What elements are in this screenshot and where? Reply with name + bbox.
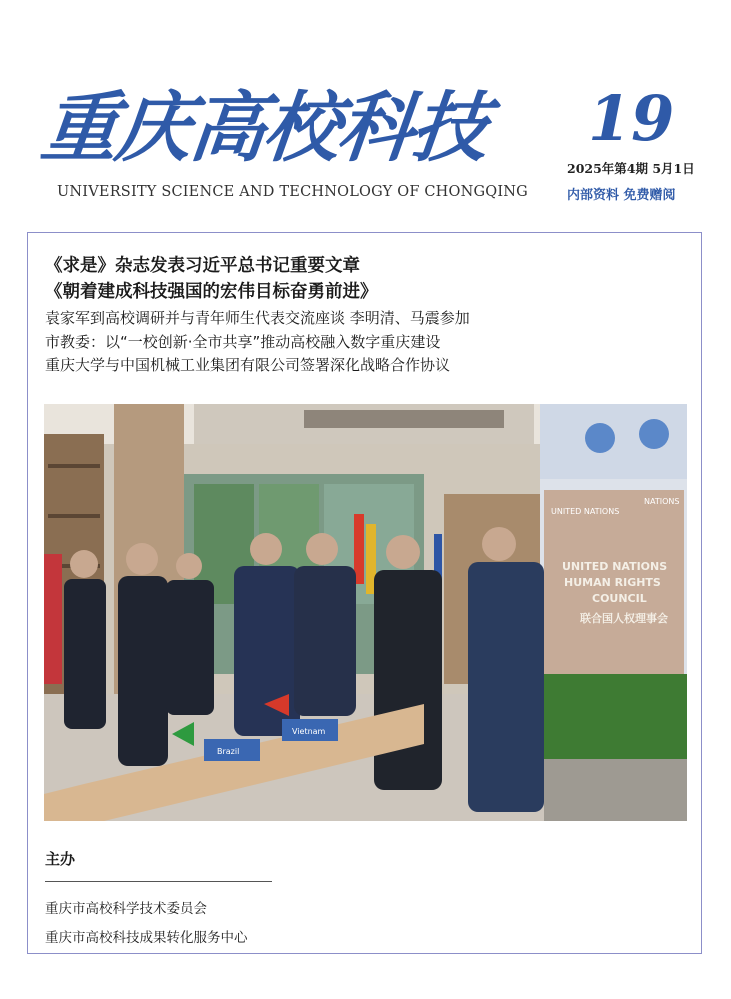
plaque-text: UNITED NATIONS: [551, 507, 620, 516]
headline-minor[interactable]: 重庆大学与中国机械工业集团有限公司签署深化战略合作协议: [45, 356, 451, 374]
headline-minor[interactable]: 市教委：以“一校创新·全市共享”推动高校融入数字重庆建设: [45, 332, 441, 351]
sponsor-heading: 主办: [45, 850, 76, 868]
issue-note: 内部资料 免费赠阅: [567, 188, 676, 203]
sponsor-divider: [45, 881, 272, 882]
headline-major[interactable]: 《求是》杂志发表习近平总书记重要文章: [45, 256, 360, 276]
masthead-title: 重庆高校科技: [37, 83, 491, 172]
issue-date: 2025年第4期 5月1日: [567, 161, 695, 176]
headline-major[interactable]: 《朝着建成科技强国的宏伟目标奋勇前进》: [45, 282, 378, 302]
masthead-subtitle: UNIVERSITY SCIENCE AND TECHNOLOGY OF CHONGQING: [57, 184, 528, 200]
banner-line: 联合国人权理事会: [580, 612, 668, 625]
plaque-text-right: NATIONS: [644, 497, 680, 506]
banner-line: HUMAN RIGHTS: [564, 576, 661, 589]
name-card: Vietnam: [292, 727, 326, 736]
sponsor-organization: 重庆市高校科学技术委员会: [45, 901, 207, 917]
issue-number: 19: [588, 82, 675, 155]
banner-line: UNITED NATIONS: [562, 560, 668, 573]
cover-photo: [44, 404, 687, 821]
banner-line: COUNCIL: [592, 592, 647, 605]
sponsor-organization: 重庆市高校科技成果转化服务中心: [45, 930, 248, 946]
name-card: Brazil: [217, 747, 240, 756]
headline-minor[interactable]: 袁家军到高校调研并与青年师生代表交流座谈 李明清、马震参加: [45, 309, 470, 327]
headline-list: [45, 253, 685, 378]
